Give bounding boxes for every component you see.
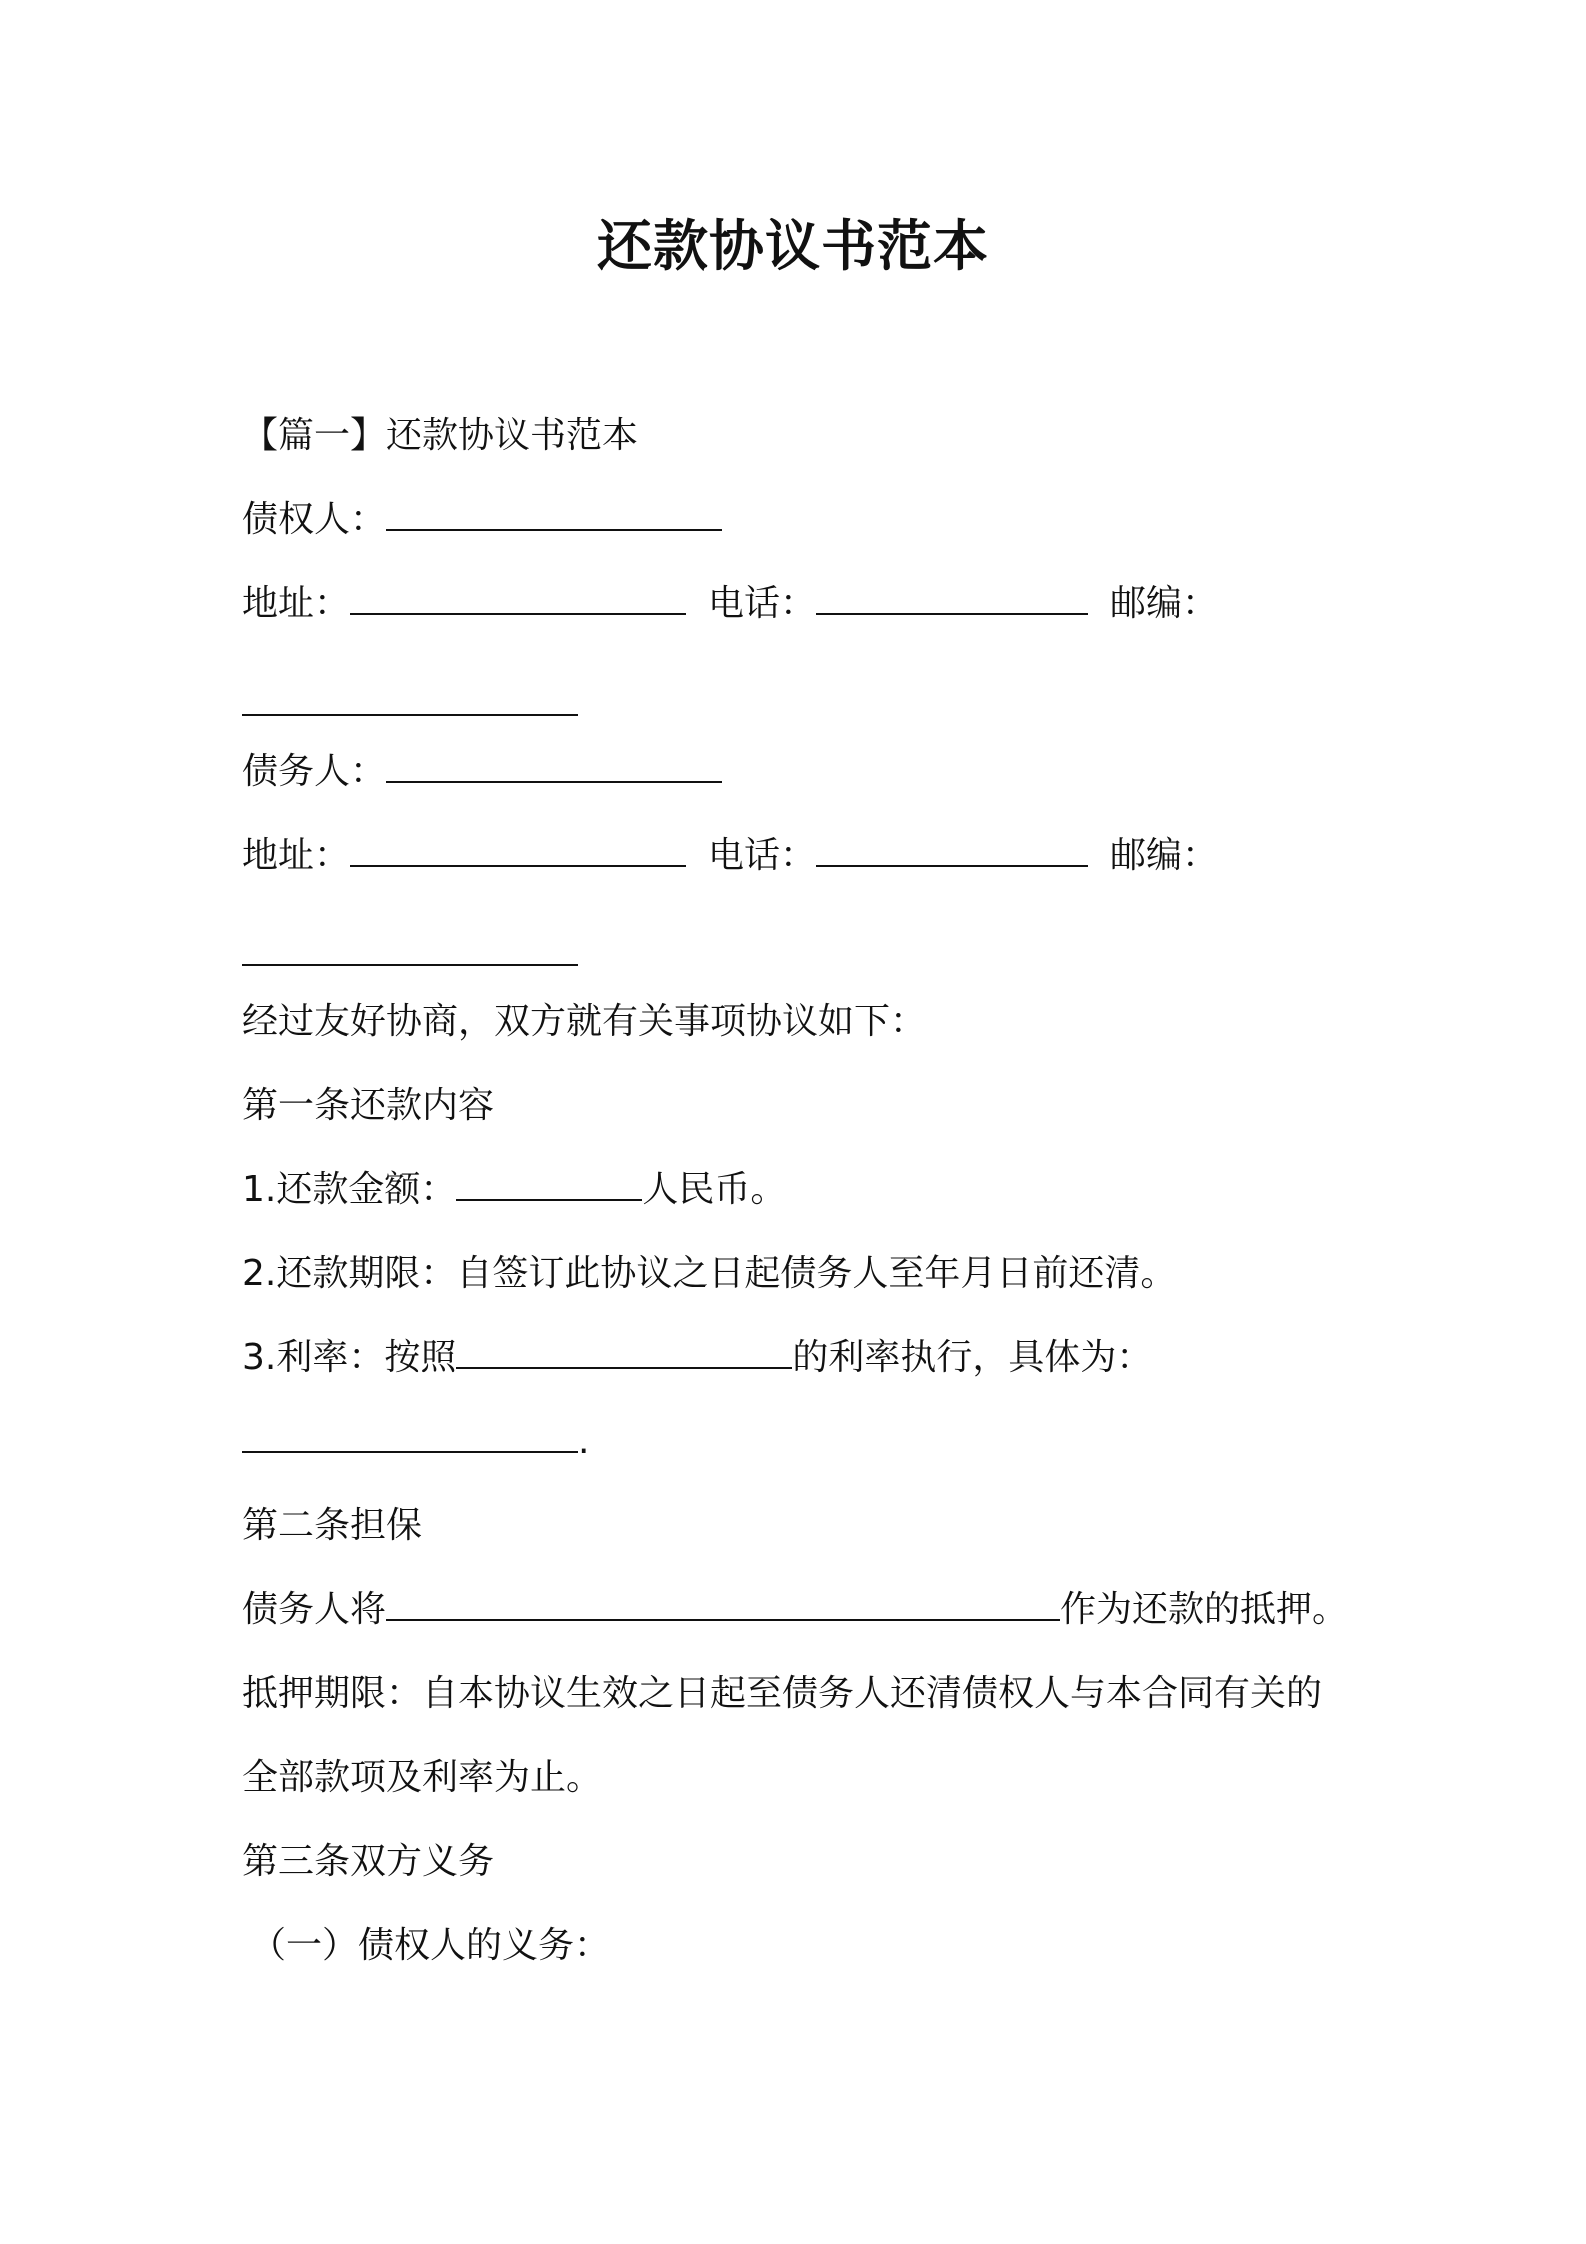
interest-rate-line	[242, 1334, 1152, 1382]
creditor-duties-heading: （一）债权人的义务：	[250, 1925, 611, 1966]
collateral-line	[242, 1586, 1348, 1634]
collateral-blank	[386, 1589, 1060, 1621]
debtor-postal-blank	[242, 934, 578, 966]
document-title: 还款协议书范本	[596, 214, 989, 278]
debtor-postal-label: 邮编：	[1110, 835, 1219, 876]
rate-detail-line	[242, 1418, 589, 1466]
collateral-prefix: 债务人将	[242, 1589, 387, 1630]
debtor-name-blank	[386, 751, 722, 783]
debtor-address-label: 地址：	[242, 835, 351, 876]
creditor-contact-line	[242, 580, 1218, 628]
rate-end: .	[578, 1421, 590, 1462]
rate-label: 3.利率：按照	[242, 1337, 457, 1378]
debtor-phone-label: 电话：	[708, 835, 817, 876]
section-heading: 【篇一】还款协议书范本	[242, 415, 639, 456]
debtor-phone-blank	[816, 835, 1088, 867]
rate-detail-blank	[242, 1421, 578, 1453]
creditor-line	[242, 496, 722, 544]
article3-heading: 第三条双方义务	[242, 1841, 495, 1882]
intro-text: 经过友好协商，双方就有关事项协议如下：	[242, 1001, 927, 1042]
rate-blank	[456, 1337, 792, 1369]
mortgage-period-line-2: 全部款项及利率为止。	[242, 1757, 603, 1798]
amount-blank	[456, 1169, 642, 1201]
creditor-postal-label: 邮编：	[1110, 583, 1219, 624]
repayment-amount-line	[242, 1166, 786, 1214]
amount-label: 1.还款金额：	[242, 1169, 457, 1210]
creditor-phone-label: 电话：	[708, 583, 817, 624]
debtor-label: 债务人：	[242, 751, 387, 792]
repayment-term-line: 2.还款期限：自签订此协议之日起债务人至年月日前还清。	[242, 1253, 1177, 1294]
article2-heading: 第二条担保	[242, 1505, 423, 1546]
creditor-name-blank	[386, 499, 722, 531]
mortgage-period-line-1: 抵押期限：自本协议生效之日起至债务人还清债权人与本合同有关的	[242, 1673, 1323, 1714]
creditor-label: 债权人：	[242, 499, 387, 540]
debtor-line	[242, 748, 722, 796]
collateral-suffix: 作为还款的抵押。	[1060, 1589, 1349, 1630]
debtor-address-blank	[350, 835, 686, 867]
creditor-address-label: 地址：	[242, 583, 351, 624]
article1-heading: 第一条还款内容	[242, 1085, 495, 1126]
creditor-postal-blank	[242, 684, 578, 716]
debtor-contact-line	[242, 832, 1218, 880]
amount-suffix: 人民币。	[642, 1169, 787, 1210]
creditor-phone-blank	[816, 583, 1088, 615]
creditor-address-blank	[350, 583, 686, 615]
rate-suffix: 的利率执行，具体为：	[792, 1337, 1153, 1378]
